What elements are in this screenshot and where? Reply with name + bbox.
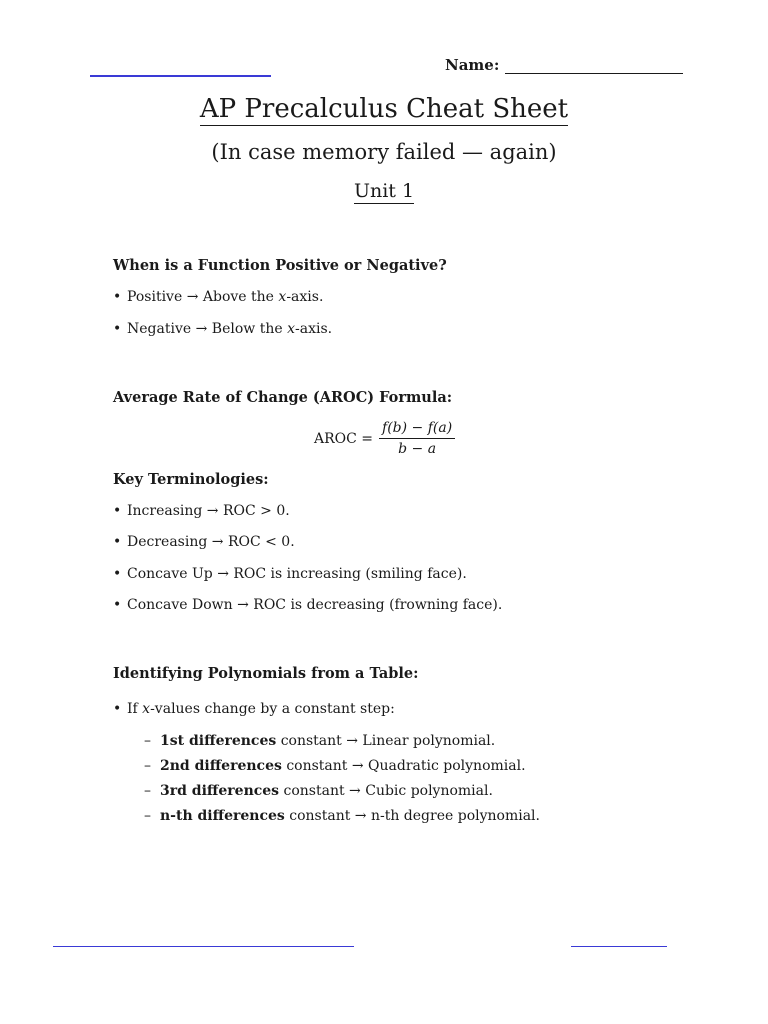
list-item: • Concave Up → ROC is increasing (smiling face). xyxy=(113,566,467,582)
bullet-icon: • xyxy=(113,534,122,550)
list-item: • Concave Down → ROC is decreasing (frowning face). xyxy=(113,597,503,613)
unit-title xyxy=(0,180,768,202)
bullet-icon: • xyxy=(113,566,122,582)
section-heading-poly: Identifying Polynomials from a Table: xyxy=(113,665,419,682)
dash-icon: – xyxy=(144,808,151,824)
footer-link-left[interactable] xyxy=(53,946,354,947)
sub-list-item: – 1st differences constant → Linear polynomial. xyxy=(144,733,496,749)
formula-lhs: AROC = xyxy=(314,430,374,447)
page-title-text: AP Precalculus Cheat Sheet xyxy=(199,94,569,124)
bullet-icon: • xyxy=(113,503,122,519)
page-subtitle-text: (In case memory failed — again) xyxy=(211,140,557,164)
sub-list-item: – n-th differences constant → n-th degree polynomial. xyxy=(144,808,540,824)
dash-icon: – xyxy=(144,783,151,799)
footer-link-right[interactable] xyxy=(571,946,667,947)
dash-icon: – xyxy=(144,733,151,749)
section-heading-terms: Key Terminologies: xyxy=(113,471,269,488)
list-item: • Increasing → ROC > 0. xyxy=(113,503,290,519)
page-title xyxy=(0,94,768,124)
dash-icon: – xyxy=(144,758,151,774)
header-link-underline[interactable] xyxy=(90,75,271,77)
page-subtitle xyxy=(0,140,768,164)
aroc-formula xyxy=(314,420,455,457)
sub-list-item: – 2nd differences constant → Quadratic polynomial. xyxy=(144,758,526,774)
list-item-negative: • Negative → Below the x-axis. xyxy=(113,321,333,337)
formula-denominator: b − a xyxy=(398,441,437,457)
name-label: Name: xyxy=(445,56,500,74)
list-item-constant-step: • If x-values change by a constant step: xyxy=(113,701,395,717)
bullet-icon: • xyxy=(113,321,122,337)
formula-numerator: f(b) − f(a) xyxy=(379,420,455,439)
sub-list-item: – 3rd differences constant → Cubic polynomial. xyxy=(144,783,493,799)
unit-title-text: Unit 1 xyxy=(353,180,415,202)
bullet-icon: • xyxy=(113,597,122,613)
section-heading-pos-neg: When is a Function Positive or Negative? xyxy=(113,257,447,274)
list-item-positive: • Positive → Above the x-axis. xyxy=(113,289,324,305)
formula-fraction xyxy=(379,420,455,457)
name-blank-line[interactable] xyxy=(505,57,683,74)
name-field xyxy=(445,56,683,74)
section-heading-aroc: Average Rate of Change (AROC) Formula: xyxy=(113,389,453,406)
bullet-icon: • xyxy=(113,701,122,717)
bullet-icon: • xyxy=(113,289,122,305)
list-item: • Decreasing → ROC < 0. xyxy=(113,534,295,550)
